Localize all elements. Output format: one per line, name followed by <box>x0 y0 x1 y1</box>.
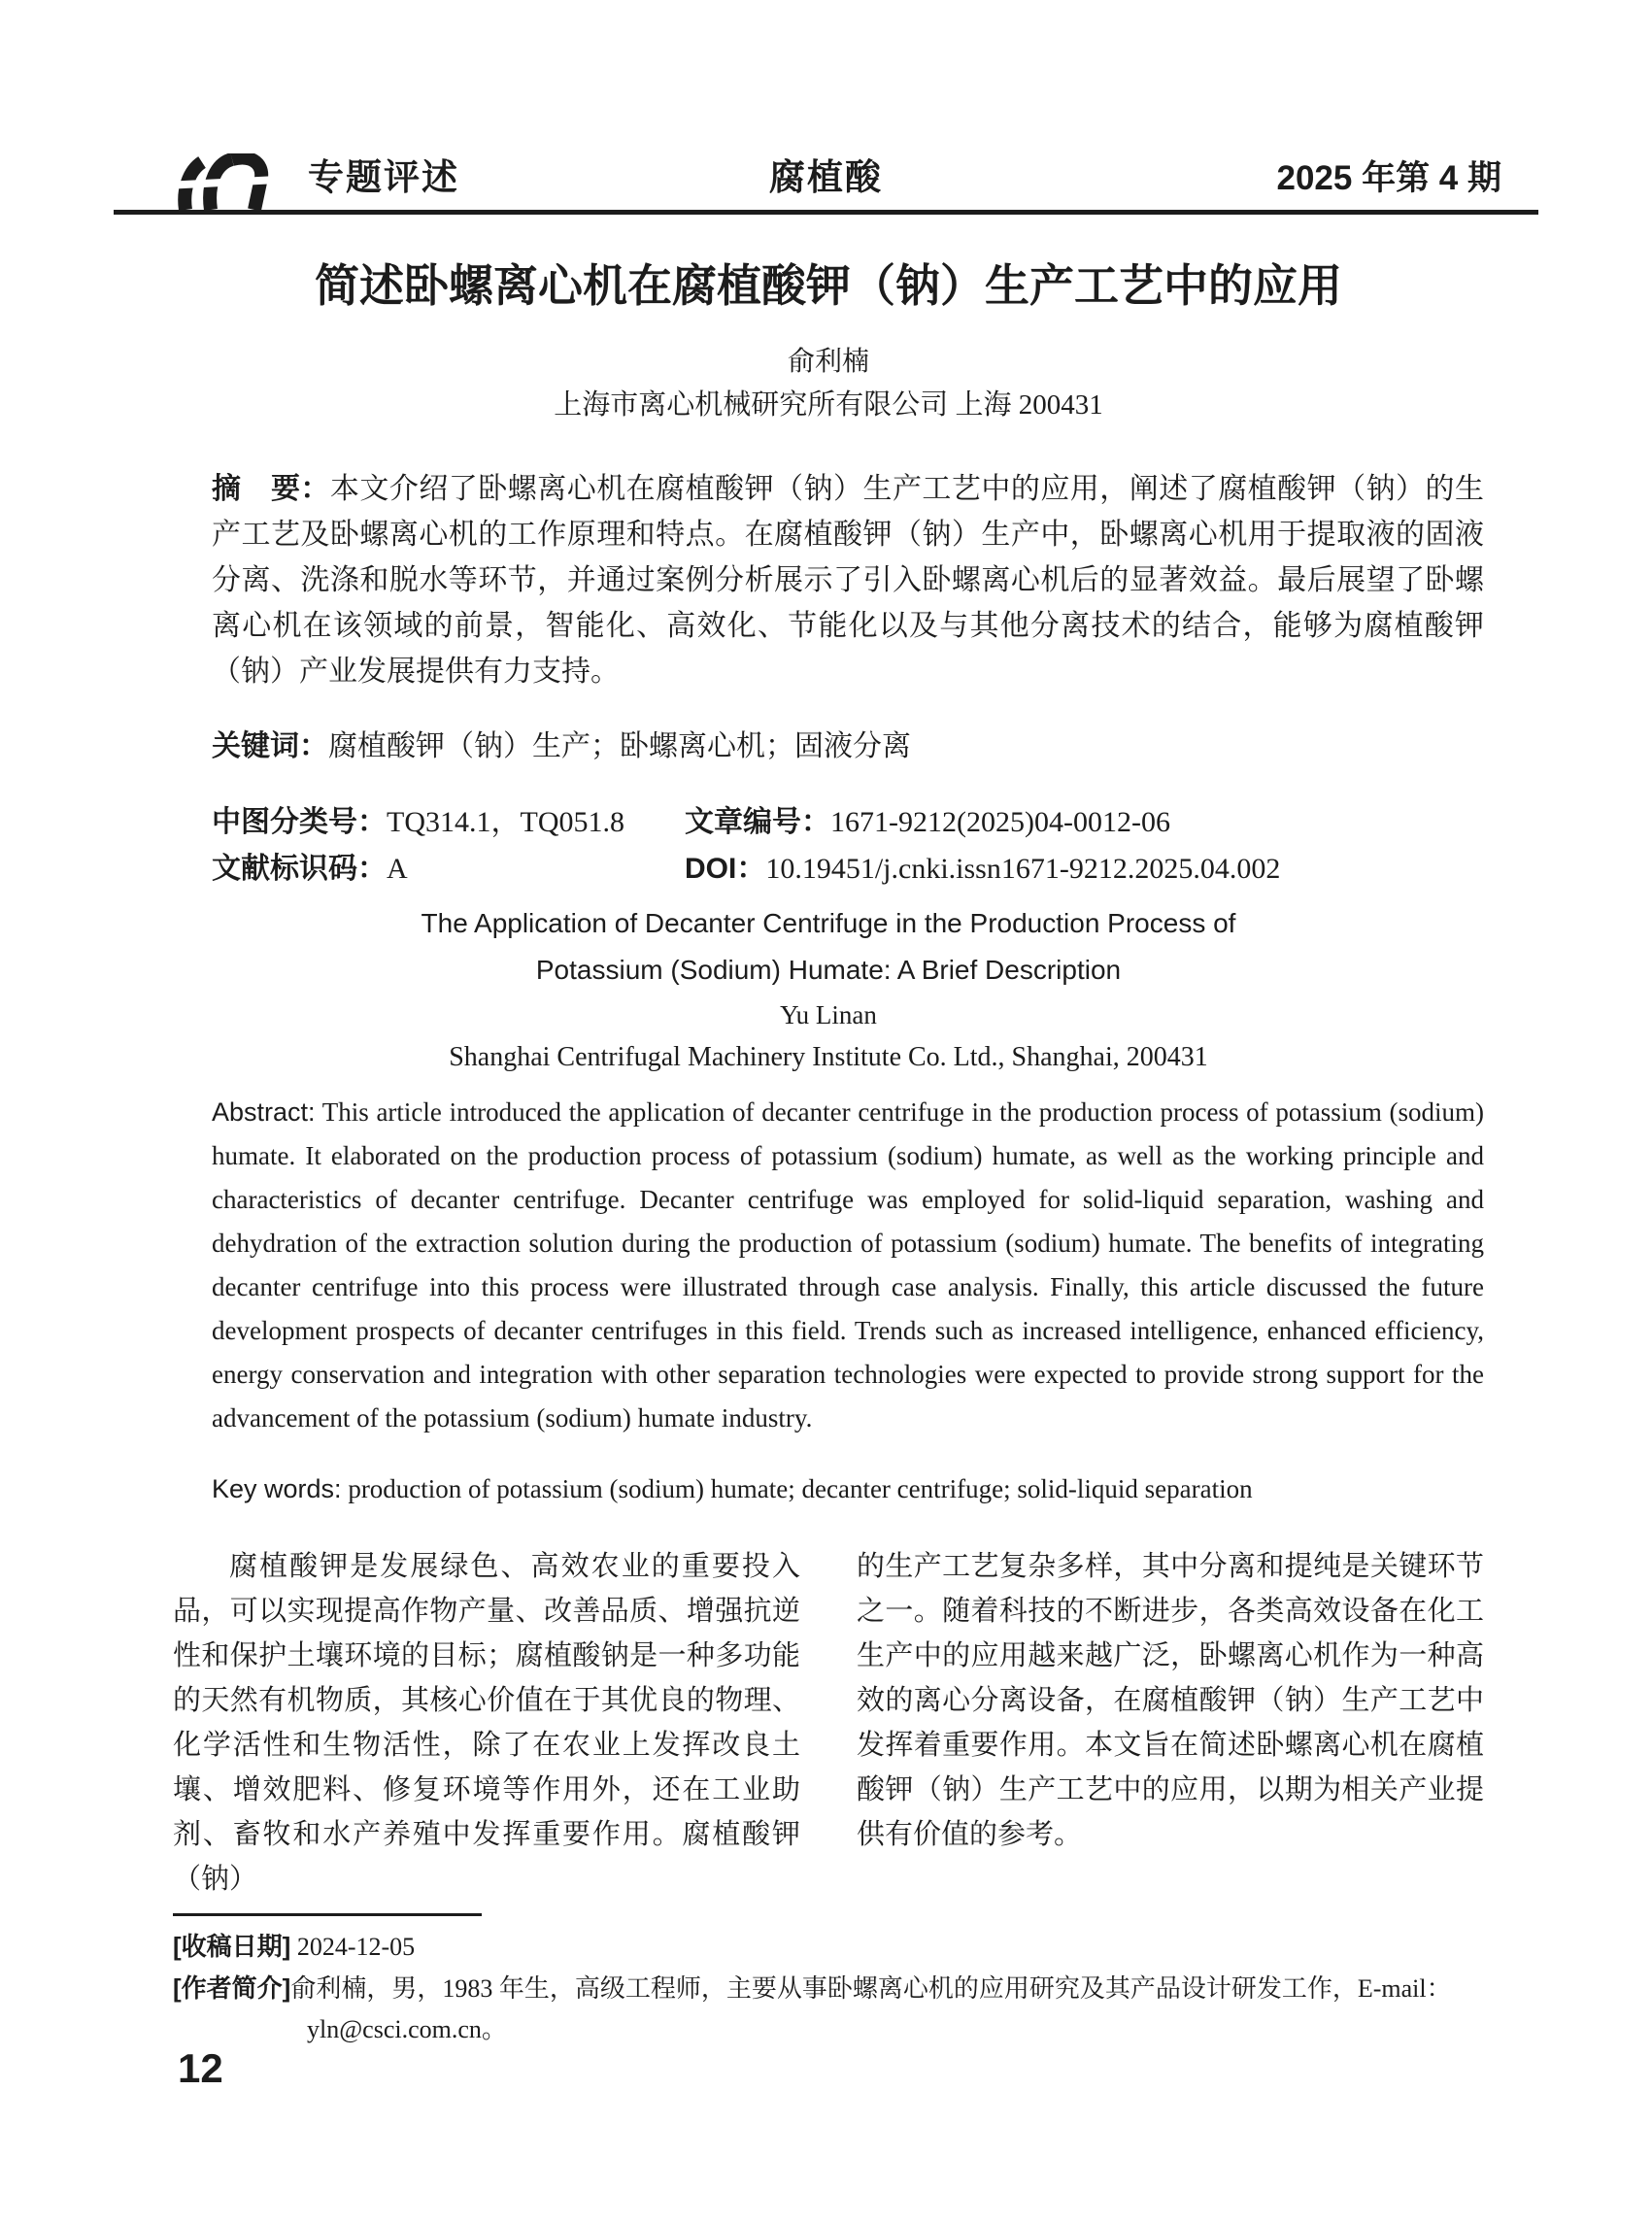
article-id-label: 文章编号： <box>685 806 830 838</box>
abstract-zh-label: 摘 要： <box>212 473 330 505</box>
header-journal-name: 腐植酸 <box>769 157 883 197</box>
footnote-bio-value: 俞利楠，男，1983 年生，高级工程师，主要从事卧螺离心机的应用研究及其产品设计研发工作，E-mail： <box>290 1974 1452 2003</box>
header-section-label: 专题评述 <box>308 157 459 197</box>
keywords-zh-label: 关键词： <box>212 730 328 762</box>
abstract-en-label: Abstract: <box>212 1097 316 1127</box>
keywords-en <box>212 1466 1484 1511</box>
body-paragraph-left: 腐植酸钾是发展绿色、高效农业的重要投入品，可以实现提高作物产量、改善品质、增强抗逆性和保护土壤环境的目标；腐植酸钠是一种多功能的天然有机物质，其核心价值在于其优良的物理、化学活性和生物活性，除了在农业上发挥改良土壤、增效肥料、修复环境等作用外，还在工业助剂、畜牧和水产养殖中发挥重要作用。腐植酸钾（钠） <box>173 1551 800 1895</box>
article-author-en: Yu Linan <box>780 1000 877 1029</box>
abstract-zh <box>212 466 1484 694</box>
article-id <box>685 799 1484 846</box>
clc-number <box>212 799 685 846</box>
keywords-en-label: Key words: <box>212 1474 342 1503</box>
article-affiliation-zh: 上海市离心机械研究所有限公司 上海 200431 <box>554 389 1103 421</box>
abstract-zh-text: 本文介绍了卧螺离心机在腐植酸钾（钠）生产工艺中的应用，阐述了腐植酸钾（钠）的生产工艺及卧螺离心机的工作原理和特点。在腐植酸钾（钠）生产中，卧螺离心机用于提取液的固液分离、洗涤和脱水等环节，并通过案例分析展示了引入卧螺离心机后的显著效益。最后展望了卧螺离心机在该领域的前景，智能化、高效化、节能化以及与其他分离技术的结合，能够为腐植酸钾（钠）产业发展提供有力支持。 <box>212 473 1485 688</box>
doi <box>685 846 1484 893</box>
body-column-right <box>857 1544 1484 1902</box>
title-en-line2: Potassium (Sodium) Humate: A Brief Description <box>535 955 1122 985</box>
abstract-en <box>212 1091 1484 1440</box>
article-id-value: 1671-9212(2025)04-0012-06 <box>830 806 1170 838</box>
footnote-bio-label: [作者简介] <box>173 1973 291 2003</box>
body-paragraph-right: 的生产工艺复杂多样，其中分离和提纯是关键环节之一。随着科技的不断进步，各类高效设备在化工生产中的应用越来越广泛，卧螺离心机作为一种高效的离心分离设备，在腐植酸钾（钠）生产工艺中发挥着重要作用。本文旨在简述卧螺离心机在腐植酸钾（钠）生产工艺中的应用，以期为相关产业提供有价值的参考。 <box>857 1551 1484 1850</box>
article-title-en <box>173 900 1484 994</box>
keywords-en-text: production of potassium (sodium) humate; decanter centrifuge; solid-liquid separation <box>348 1474 1253 1503</box>
article-affiliation-en: Shanghai Centrifugal Machinery Institute Co. Ltd., Shanghai, 200431 <box>449 1042 1208 1072</box>
title-en-line1: The Application of Decanter Centrifuge in the Production Process of <box>421 908 1236 938</box>
header-issue: 2025 年第 4 期 <box>1276 159 1501 197</box>
keywords-zh-text: 腐植酸钾（钠）生产；卧螺离心机；固液分离 <box>328 730 911 762</box>
meta-row-2 <box>212 846 1484 893</box>
article-meta <box>212 799 1484 893</box>
article-title-zh: 简述卧螺离心机在腐植酸钾（钠）生产工艺中的应用 <box>315 261 1342 311</box>
keywords-zh <box>212 724 1484 770</box>
footnote-bio-line2: yln@csci.com.cn。 <box>307 2015 507 2043</box>
body-column-left <box>173 1544 800 1902</box>
footnote <box>173 1913 1484 2050</box>
doc-code-value: A <box>387 853 408 885</box>
doc-code-label: 文献标识码： <box>212 853 387 885</box>
clc-label: 中图分类号： <box>212 806 387 838</box>
article-author-zh: 俞利楠 <box>787 347 869 377</box>
footnote-rule <box>173 1913 482 1916</box>
page-header <box>114 144 1538 210</box>
body-columns <box>173 1544 1484 1902</box>
footnote-received-value: 2024-12-05 <box>296 1933 416 1961</box>
abstract-en-text: This article introduced the application of decanter centrifuge in the production process of potassium (sodium) humate. It elaborated on the production process of potassium (sodium) humate, as well as the working principle and characteristics of decanter centrifuge. Decanter centrifuge was employed for solid-liquid separation, washing and dehydration of the extraction solution during the production of potassium (sodium) humate. The benefits of integrating decanter centrifuge into this process were illustrated through case analysis. Finally, this article discussed the future development prospects of decanter centrifuges in this field. Trends such as increased intelligence, enhanced efficiency, energy conservation and integration with other separation technologies were expected to provide strong support for the advancement of the potassium (sodium) humate industry. <box>212 1097 1484 1433</box>
meta-row-1 <box>212 799 1484 846</box>
doi-label: DOI： <box>685 853 766 885</box>
footnote-bio <box>173 1968 1484 2009</box>
footnote-received <box>173 1926 1484 1968</box>
footnote-received-label: [收稿日期] <box>173 1932 291 1961</box>
page-number: 12 <box>178 2045 223 2091</box>
article-content <box>173 233 1484 2050</box>
clc-value: TQ314.1，TQ051.8 <box>387 806 624 838</box>
header-rule <box>114 210 1538 215</box>
doc-code <box>212 846 685 893</box>
doi-value: 10.19451/j.cnki.issn1671-9212.2025.04.002 <box>765 853 1281 885</box>
